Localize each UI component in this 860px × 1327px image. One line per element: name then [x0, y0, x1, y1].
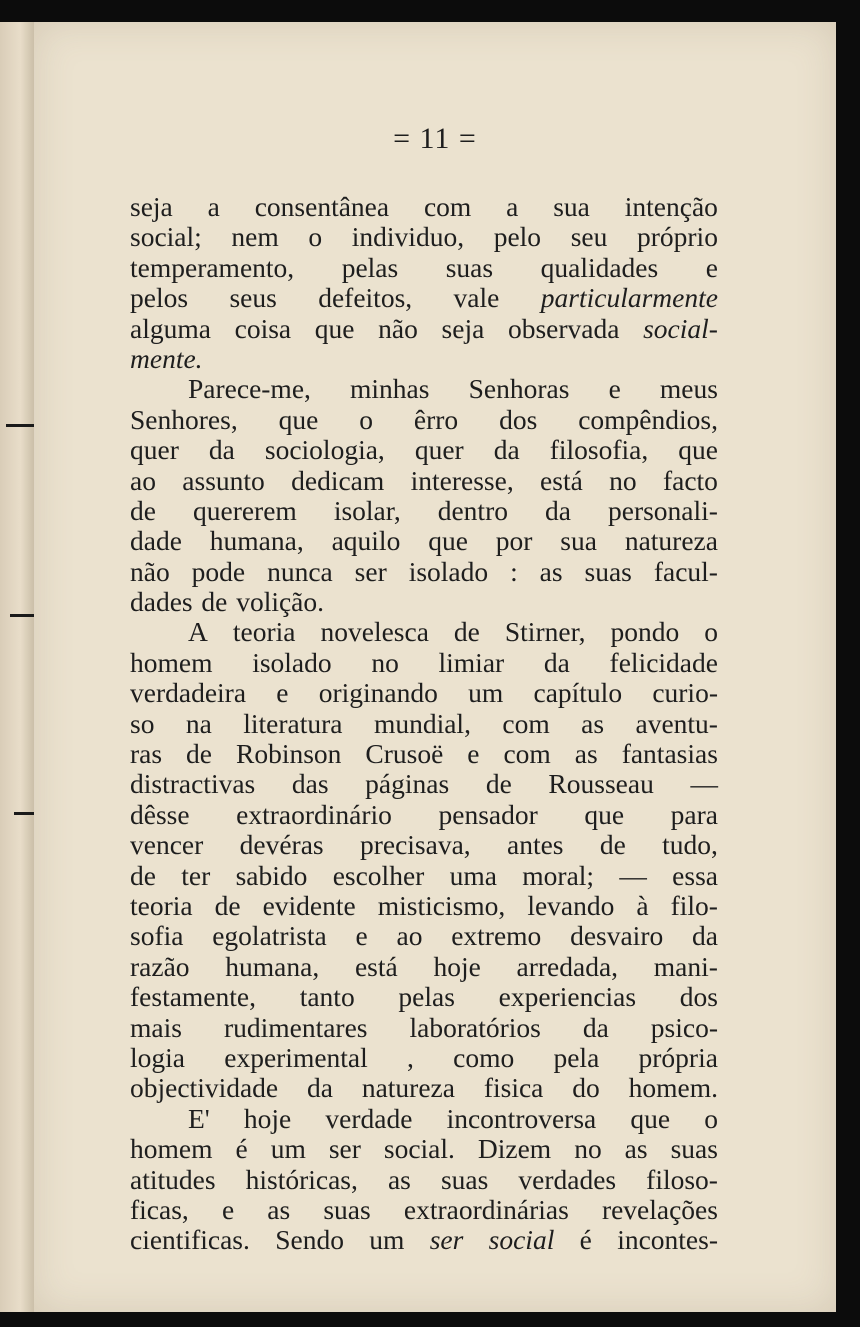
word: observada: [507, 312, 620, 344]
word: a: [506, 191, 519, 222]
word: suas: [323, 1193, 371, 1225]
word: pensador: [438, 798, 538, 830]
text-line: [130, 648, 718, 678]
word: pelas: [341, 251, 399, 283]
word: extraordinário: [236, 798, 392, 830]
word: filo-: [670, 889, 718, 921]
word: experimental: [224, 1041, 368, 1073]
text-line: [130, 1134, 718, 1164]
word: com: [502, 707, 550, 739]
word: pondo: [610, 616, 680, 648]
word: ao: [130, 464, 156, 496]
word: um: [369, 1224, 405, 1256]
word: êrro: [413, 403, 459, 435]
word: pelos: [130, 282, 189, 314]
word: do: [572, 1072, 600, 1104]
word: precisava,: [359, 829, 471, 861]
word: qualidades: [540, 251, 659, 283]
word: misticismo,: [377, 889, 506, 921]
word: minhas: [350, 373, 430, 405]
word: dêsse: [130, 798, 190, 830]
word: sua: [560, 525, 597, 557]
word: dos: [679, 981, 718, 1013]
word: social;: [130, 221, 202, 253]
word: própria: [638, 1041, 718, 1073]
word: no: [609, 464, 637, 496]
word: para: [670, 798, 718, 830]
text-line: [130, 1225, 718, 1255]
word: ras: [130, 738, 163, 770]
word: verdade: [325, 1102, 413, 1134]
word: moral;: [522, 859, 595, 891]
word: no: [371, 646, 399, 678]
text-line: [130, 192, 718, 222]
word: razão: [130, 950, 190, 982]
word: incontroversa: [446, 1102, 597, 1134]
word: seja: [441, 312, 485, 344]
page-number: = 11 =: [393, 122, 477, 155]
word: que: [678, 434, 718, 466]
word: extremo: [451, 920, 542, 952]
word: Senhoras: [468, 373, 570, 405]
word: novelesca: [320, 616, 429, 648]
text-line: [130, 709, 718, 739]
word: meus: [659, 373, 718, 405]
word: das: [291, 768, 329, 800]
word: isolado: [408, 555, 489, 587]
word: pelas: [398, 981, 455, 1013]
word: limiar: [438, 646, 505, 678]
text-line: [130, 466, 718, 496]
word: teoria: [130, 889, 193, 921]
word: da: [543, 646, 570, 678]
word: de: [130, 494, 156, 526]
word: intenção: [624, 191, 718, 222]
word: defeitos,: [318, 282, 413, 314]
word: mente.: [130, 342, 203, 374]
text-line: [130, 769, 718, 799]
word: —: [690, 768, 718, 800]
word: é: [235, 1133, 248, 1165]
word: ter: [181, 859, 211, 891]
word: homem: [130, 646, 213, 678]
text-line: [130, 222, 718, 252]
word: social-: [643, 312, 718, 344]
word: as: [581, 707, 605, 739]
word: isolado: [252, 646, 332, 678]
word: o: [359, 403, 373, 435]
word: logia: [130, 1041, 185, 1073]
word: à: [636, 889, 649, 921]
word: filoso-: [646, 1163, 718, 1195]
text-line: [130, 557, 718, 587]
word: mani-: [653, 950, 718, 982]
word: Senhores,: [130, 403, 238, 435]
body-text: [130, 192, 718, 1256]
text-line: [130, 1104, 718, 1134]
word: particularmente: [540, 282, 718, 314]
word: filosofia,: [549, 434, 649, 466]
text-line: [130, 921, 718, 951]
word: de: [599, 829, 626, 861]
text-line: [130, 314, 718, 344]
word: capítulo: [533, 677, 623, 709]
word: de: [186, 738, 213, 770]
word: que: [314, 312, 355, 344]
word: :: [510, 555, 518, 587]
word: cientificas.: [130, 1224, 250, 1256]
text-line: [130, 952, 718, 982]
word: hoje: [433, 950, 481, 982]
word: humana,: [209, 525, 304, 557]
word: que: [278, 403, 319, 435]
text-line: [130, 526, 718, 556]
text-line: [130, 587, 718, 617]
word: as: [387, 1163, 411, 1195]
word: e: [355, 920, 368, 952]
word: arredada,: [516, 950, 619, 982]
word: um: [270, 1133, 306, 1165]
word: por: [495, 525, 533, 557]
word: desvairo: [570, 920, 664, 952]
word: isolar,: [333, 494, 401, 526]
word: e: [608, 373, 621, 405]
word: levando: [527, 889, 615, 921]
word: a: [207, 191, 220, 222]
text-line: [130, 861, 718, 891]
word: e: [705, 251, 718, 283]
word: de: [214, 889, 241, 921]
word: da: [208, 434, 235, 466]
word: aventu-: [635, 707, 718, 739]
word: compêndios,: [578, 403, 718, 435]
word: sabido: [235, 859, 308, 891]
text-line: [130, 678, 718, 708]
word: com: [503, 738, 551, 770]
word: vale: [453, 282, 500, 314]
word: fantasias: [621, 738, 718, 770]
word: A: [188, 616, 208, 648]
text-line: [130, 800, 718, 830]
word: não: [130, 555, 170, 587]
word: homem.: [628, 1072, 718, 1104]
word: e: [221, 1193, 235, 1225]
text-line: [130, 405, 718, 435]
word: facto: [662, 464, 718, 496]
word: ficas,: [130, 1193, 189, 1225]
word: mundial,: [373, 707, 471, 739]
word: objectividade: [130, 1072, 279, 1104]
word: da: [545, 494, 571, 526]
word: essa: [672, 859, 718, 891]
word: dedicam: [291, 464, 385, 496]
book-spine-edge: [0, 22, 35, 1312]
word: uma: [449, 859, 497, 891]
text-line: [130, 1165, 718, 1195]
word: volição.: [236, 586, 325, 618]
word: o: [704, 1102, 718, 1134]
word: seja: [130, 191, 173, 222]
word: de: [453, 616, 480, 648]
word: —: [619, 859, 647, 891]
word: ser: [429, 1224, 464, 1256]
word: pela: [553, 1041, 600, 1073]
word: Stirner,: [504, 616, 586, 648]
word: devéras: [239, 829, 324, 861]
word: experiencias: [498, 981, 637, 1013]
word: está: [540, 464, 583, 496]
text-line: [130, 891, 718, 921]
text-line: [130, 344, 718, 374]
word: tanto: [299, 981, 355, 1013]
word: páginas: [365, 768, 450, 800]
word: interesse,: [410, 464, 514, 496]
word: individuo,: [351, 221, 465, 253]
word: suas: [445, 251, 494, 283]
text-line: [130, 1073, 718, 1103]
word: dentro: [437, 494, 508, 526]
word: as: [539, 555, 563, 587]
word: como: [453, 1041, 515, 1073]
word: evidente: [262, 889, 356, 921]
word: ao: [396, 920, 423, 952]
word: sociologia,: [264, 434, 385, 466]
word: antes: [507, 829, 564, 861]
word: ser: [354, 555, 387, 587]
word: alguma: [130, 312, 211, 344]
word: seu: [570, 221, 608, 253]
word: dos: [499, 403, 538, 435]
word: Robinson: [235, 738, 342, 770]
word: felicidade: [609, 646, 718, 678]
word: Dizem: [477, 1133, 552, 1165]
word: que: [584, 798, 625, 830]
word: literatura: [243, 707, 343, 739]
word: coisa: [234, 312, 292, 344]
word: rudimentares: [223, 1011, 368, 1043]
word: natureza: [361, 1072, 455, 1104]
word: de: [201, 586, 228, 618]
word: suas: [584, 555, 632, 587]
word: quer: [414, 434, 464, 466]
word: incontes-: [617, 1224, 718, 1256]
word: mais: [130, 1011, 182, 1043]
word: no: [574, 1133, 602, 1165]
word: na: [185, 707, 212, 739]
text-line: [130, 496, 718, 526]
word: humana,: [225, 950, 320, 982]
word: pelo: [493, 221, 542, 253]
word: so: [130, 707, 155, 739]
word: Crusoë: [365, 738, 444, 770]
word: festamente,: [130, 981, 256, 1013]
word: teoria: [232, 616, 296, 648]
word: suas: [670, 1133, 718, 1165]
word: seus: [229, 282, 277, 314]
text-line: [130, 982, 718, 1012]
word: revelações: [601, 1193, 718, 1225]
word: vencer: [130, 829, 204, 861]
word: escolher: [332, 859, 425, 891]
word: natureza: [624, 525, 718, 557]
word: com: [423, 191, 472, 222]
word: que: [630, 1102, 671, 1134]
word: dades: [130, 586, 193, 618]
word: que: [428, 525, 468, 557]
text-line: [130, 253, 718, 283]
word: dade: [130, 525, 182, 557]
word: hoje: [243, 1102, 292, 1134]
word: não: [378, 312, 418, 344]
word: de: [485, 768, 512, 800]
word: social.: [383, 1133, 455, 1165]
word: laboratórios: [409, 1011, 541, 1043]
text-line: [130, 1043, 718, 1073]
word: pode: [191, 555, 246, 587]
word: históricas,: [245, 1163, 358, 1195]
text-line: [130, 830, 718, 860]
word: sua: [553, 191, 590, 222]
word: atitudes: [130, 1163, 216, 1195]
word: aquilo: [331, 525, 401, 557]
word: temperamento,: [130, 251, 295, 283]
word: assunto: [182, 464, 265, 496]
word: sofia: [130, 920, 184, 952]
word: egolatrista: [212, 920, 327, 952]
word: distractivas: [130, 768, 256, 800]
word: tudo,: [662, 829, 718, 861]
word: Parece-me,: [188, 373, 311, 405]
word: um: [468, 677, 504, 709]
text-line: [130, 374, 718, 404]
word: social: [488, 1224, 555, 1256]
word: e: [276, 677, 289, 709]
word: E': [188, 1102, 210, 1134]
word: verdadeira: [130, 677, 247, 709]
word: as: [624, 1133, 648, 1165]
word: da: [691, 920, 718, 952]
word: suas: [440, 1163, 489, 1195]
word: curio-: [652, 677, 718, 709]
word: Rousseau: [548, 768, 654, 800]
word: da: [493, 434, 520, 466]
word: as: [267, 1193, 291, 1225]
word: facul-: [653, 555, 718, 587]
word: é: [579, 1224, 592, 1256]
word: quererem: [192, 494, 297, 526]
word: está: [354, 950, 398, 982]
word: extraordinárias: [403, 1193, 569, 1225]
word: as: [574, 738, 598, 770]
word: da: [582, 1011, 609, 1043]
text-line: [130, 1195, 718, 1225]
word: psico-: [650, 1011, 718, 1043]
word: ,: [407, 1041, 414, 1073]
word: verdades: [518, 1163, 617, 1195]
word: da: [307, 1072, 333, 1104]
word: e: [467, 738, 480, 770]
word: de: [130, 859, 156, 891]
word: consentânea: [254, 191, 390, 222]
word: nem: [231, 221, 279, 253]
word: Sendo: [275, 1224, 344, 1256]
text-line: [130, 617, 718, 647]
word: próprio: [636, 221, 718, 253]
word: originando: [318, 677, 438, 709]
text-line: [130, 283, 718, 313]
word: o: [308, 221, 323, 253]
book-page: [34, 22, 836, 1312]
text-line: [130, 1013, 718, 1043]
word: fisica: [483, 1072, 544, 1104]
word: homem: [130, 1133, 213, 1165]
word: ser: [328, 1133, 361, 1165]
word: quer: [130, 434, 179, 466]
text-line: [130, 435, 718, 465]
word: personali-: [607, 494, 718, 526]
word: o: [704, 616, 718, 648]
word: nunca: [267, 555, 333, 587]
text-line: [130, 739, 718, 769]
